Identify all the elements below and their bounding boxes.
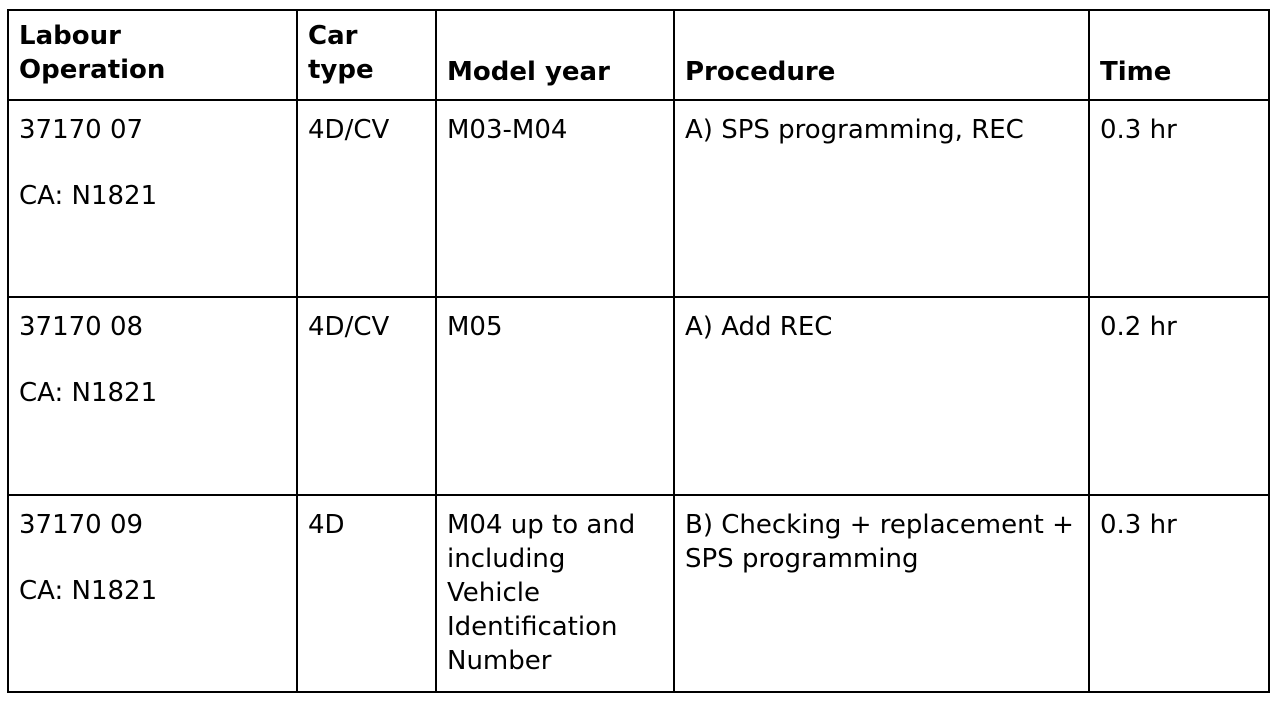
- model-year-cell: M03-M04: [436, 100, 674, 297]
- car-type-cell: 4D: [297, 495, 436, 692]
- labour-operation-cell: [8, 495, 297, 692]
- operation-code: 37170 07: [19, 115, 144, 145]
- procedure-cell: B) Checking + replacement + SPS programming: [674, 495, 1089, 692]
- header-time: Time: [1089, 10, 1269, 100]
- labour-operations-table: [7, 9, 1270, 693]
- ca-code: CA: N1821: [19, 181, 158, 211]
- table-row: [8, 100, 1269, 297]
- operation-code: 37170 08: [19, 312, 144, 343]
- ca-code: CA: N1821: [19, 378, 158, 409]
- labour-operation-cell: [8, 100, 297, 297]
- procedure-cell: A) SPS programming, REC: [674, 100, 1089, 297]
- ca-code: CA: N1821: [19, 575, 158, 606]
- header-procedure: Procedure: [674, 10, 1089, 100]
- labour-operation-cell: [8, 297, 297, 494]
- car-type-cell: 4D/CV: [297, 100, 436, 297]
- header-car-type: Car type: [297, 10, 436, 100]
- table-row: [8, 297, 1269, 494]
- header-model-year: Model year: [436, 10, 674, 100]
- table-row: [8, 495, 1269, 692]
- model-year-cell: M05: [436, 297, 674, 494]
- time-cell: 0.3 hr: [1089, 495, 1269, 692]
- model-year-cell: M04 up to and including Vehicle Identification Number: [436, 495, 674, 692]
- procedure-cell: A) Add REC: [674, 297, 1089, 494]
- header-labour-operation: Labour Operation: [8, 10, 297, 100]
- time-cell: 0.2 hr: [1089, 297, 1269, 494]
- table-header-row: [8, 10, 1269, 100]
- time-cell: 0.3 hr: [1089, 100, 1269, 297]
- car-type-cell: 4D/CV: [297, 297, 436, 494]
- operation-code: 37170 09: [19, 509, 144, 540]
